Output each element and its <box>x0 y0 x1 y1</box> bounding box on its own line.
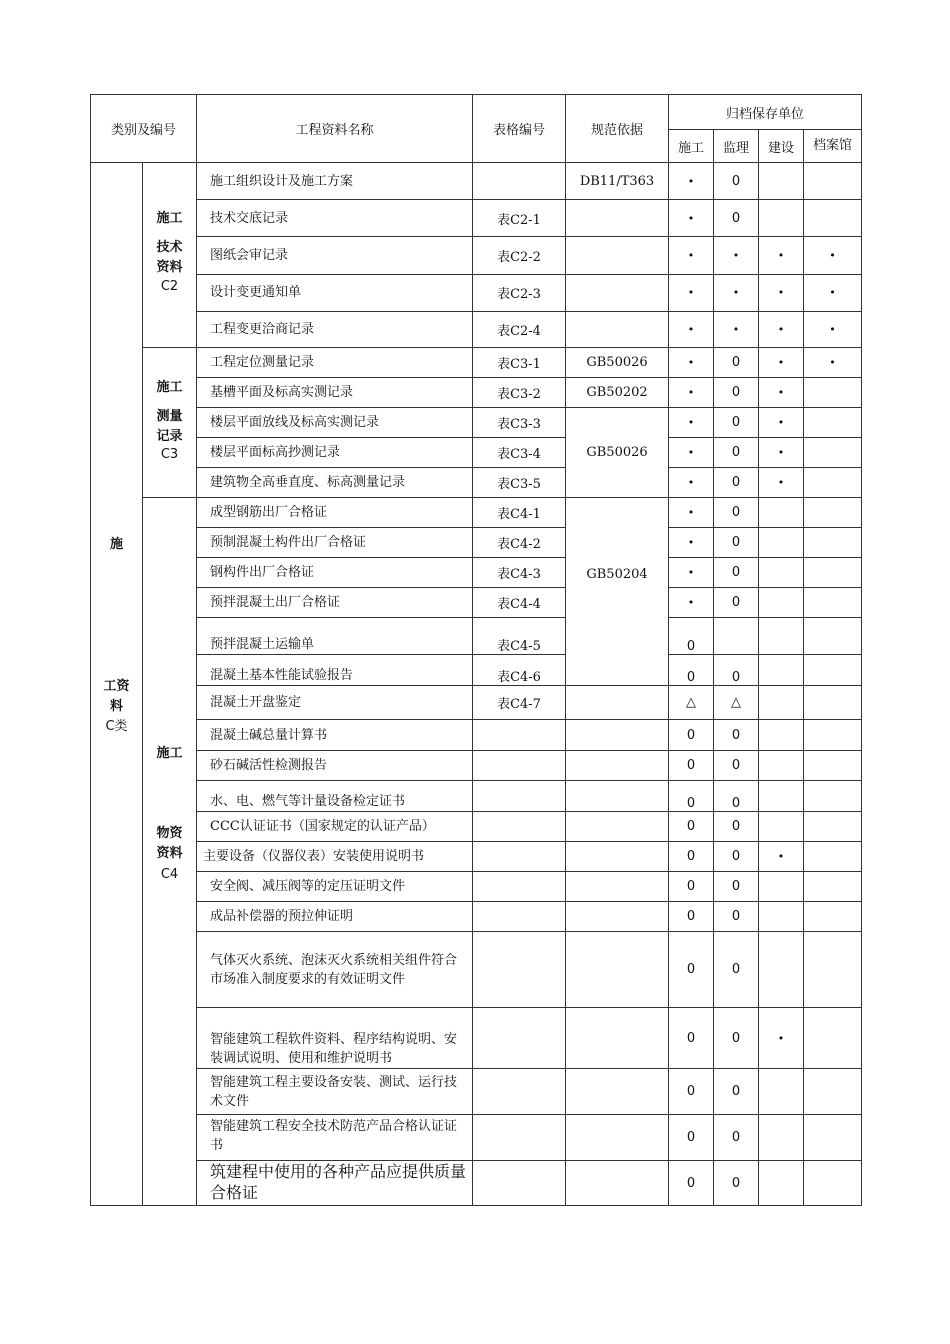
spec-cell <box>566 237 669 274</box>
spec-cell: GB50204 <box>566 498 669 686</box>
mark-supervision: 0 <box>714 1161 759 1206</box>
mark-owner <box>759 1161 804 1206</box>
form-code: 表C4-2 <box>473 528 566 558</box>
item-name: 成型钢筋出厂合格证 <box>197 498 473 528</box>
form-code: 表C2-1 <box>473 200 566 237</box>
mark-supervision: 0 <box>714 528 759 558</box>
form-code: 表C4-3 <box>473 558 566 588</box>
mark-owner <box>759 498 804 528</box>
mark-archive <box>804 558 862 588</box>
item-name: CCC认证证书（国家规定的认证产品） <box>197 812 473 842</box>
mark-owner: • <box>759 468 804 498</box>
mark-supervision: 0 <box>714 842 759 872</box>
category-label: 工资 <box>103 679 130 694</box>
spec-cell <box>566 311 669 347</box>
item-name: 基槽平面及标高实测记录 <box>197 378 473 408</box>
mark-construction: 0 <box>669 842 714 872</box>
table-row <box>91 558 862 588</box>
mark-construction: • <box>669 378 714 408</box>
mark-owner: • <box>759 348 804 378</box>
mark-supervision: 0 <box>714 1008 759 1069</box>
item-name: 钢构件出厂合格证 <box>197 558 473 588</box>
table-row <box>91 438 862 468</box>
mark-construction: 0 <box>669 812 714 842</box>
table-row <box>91 932 862 1008</box>
spec-cell <box>566 1161 669 1206</box>
mark-supervision: 0 <box>714 812 759 842</box>
form-code: 表C3-5 <box>473 468 566 498</box>
mark-archive: • <box>804 237 862 274</box>
mark-archive <box>804 498 862 528</box>
form-code <box>473 902 566 932</box>
mark-construction: • <box>669 558 714 588</box>
table-row <box>91 842 862 872</box>
mark-construction: • <box>669 163 714 200</box>
mark-owner: • <box>759 408 804 438</box>
mark-construction: 0 <box>669 618 714 655</box>
mark-owner <box>759 812 804 842</box>
header-col-supervision: 监理 <box>714 130 759 163</box>
mark-construction: 0 <box>669 1069 714 1115</box>
mark-supervision: 0 <box>714 163 759 200</box>
mark-archive <box>804 720 862 751</box>
spec-cell: DB11/T363 <box>566 163 669 200</box>
mark-archive <box>804 655 862 686</box>
mark-owner <box>759 1069 804 1115</box>
spec-cell: GB50202 <box>566 378 669 408</box>
table-row <box>91 498 862 528</box>
mark-owner <box>759 872 804 902</box>
mark-owner <box>759 588 804 618</box>
mark-supervision: △ <box>714 686 759 720</box>
mark-archive <box>804 686 862 720</box>
spec-cell <box>566 902 669 932</box>
item-name: 预制混凝土构件出厂合格证 <box>197 528 473 558</box>
form-code: 表C3-1 <box>473 348 566 378</box>
form-code <box>473 1069 566 1115</box>
spec-cell <box>566 200 669 237</box>
form-code: 表C4-6 <box>473 655 566 686</box>
mark-supervision: 0 <box>714 781 759 812</box>
mark-supervision: 0 <box>714 932 759 1008</box>
form-code: 表C2-4 <box>473 311 566 347</box>
mark-archive <box>804 163 862 200</box>
mark-supervision: 0 <box>714 408 759 438</box>
form-code <box>473 781 566 812</box>
group-title: 测量 <box>156 409 183 424</box>
mark-archive <box>804 618 862 655</box>
mark-construction: • <box>669 200 714 237</box>
spec-cell <box>566 1115 669 1161</box>
mark-owner: • <box>759 274 804 311</box>
group-title: 资料 <box>156 846 183 861</box>
mark-archive <box>804 200 862 237</box>
mark-construction: • <box>669 311 714 347</box>
mark-construction: 0 <box>669 720 714 751</box>
item-name: 混凝土开盘鉴定 <box>197 686 473 720</box>
spec-cell <box>566 872 669 902</box>
form-code: 表C4-1 <box>473 498 566 528</box>
item-name: 技术交底记录 <box>197 200 473 237</box>
mark-owner <box>759 751 804 781</box>
form-code <box>473 842 566 872</box>
table-row <box>91 655 862 686</box>
item-name: 砂石碱活性检测报告 <box>197 751 473 781</box>
mark-owner: • <box>759 311 804 347</box>
spec-cell <box>566 1069 669 1115</box>
table-row <box>91 686 862 720</box>
mark-construction: 0 <box>669 932 714 1008</box>
mark-owner: • <box>759 378 804 408</box>
mark-owner <box>759 200 804 237</box>
table-row <box>91 618 862 655</box>
mark-construction: • <box>669 468 714 498</box>
mark-owner <box>759 686 804 720</box>
form-code: 表C3-4 <box>473 438 566 468</box>
header-form: 表格编号 <box>473 95 566 163</box>
item-name: 建筑物全高垂直度、标高测量记录 <box>197 468 473 498</box>
form-code: 表C2-3 <box>473 274 566 311</box>
group-title: 记录 <box>156 429 183 444</box>
mark-archive <box>804 438 862 468</box>
table-row <box>91 1069 862 1115</box>
mark-owner <box>759 655 804 686</box>
item-name: 设计变更通知单 <box>197 274 473 311</box>
mark-archive <box>804 408 862 438</box>
mark-owner <box>759 618 804 655</box>
mark-owner <box>759 720 804 751</box>
mark-supervision: • <box>714 274 759 311</box>
table-row <box>91 1008 862 1069</box>
spec-cell <box>566 781 669 812</box>
mark-supervision: 0 <box>714 200 759 237</box>
mark-archive <box>804 1161 862 1206</box>
item-name: 施工组织设计及施工方案 <box>197 163 473 200</box>
item-name: 楼层平面放线及标高实测记录 <box>197 408 473 438</box>
category-label: 施 <box>109 537 123 552</box>
mark-construction: 0 <box>669 1008 714 1069</box>
table-row <box>91 872 862 902</box>
item-name: 预拌混凝土运输单 <box>197 618 473 655</box>
mark-supervision: 0 <box>714 1069 759 1115</box>
table-row <box>91 408 862 438</box>
mark-construction: 0 <box>669 902 714 932</box>
form-code: 表C4-7 <box>473 686 566 720</box>
table-row <box>91 200 862 237</box>
mark-supervision: 0 <box>714 348 759 378</box>
archive-table <box>90 94 862 1206</box>
form-code <box>473 163 566 200</box>
mark-archive <box>804 781 862 812</box>
header-name: 工程资料名称 <box>197 95 473 163</box>
form-code <box>473 872 566 902</box>
mark-construction: • <box>669 528 714 558</box>
mark-construction: • <box>669 588 714 618</box>
mark-supervision: 0 <box>714 902 759 932</box>
item-name: 安全阀、减压阀等的定压证明文件 <box>197 872 473 902</box>
mark-owner <box>759 902 804 932</box>
table-row <box>91 378 862 408</box>
mark-archive <box>804 812 862 842</box>
group-title: 物资 <box>156 826 183 841</box>
header-col-construction: 施工 <box>669 130 714 163</box>
item-name: 混凝土碱总量计算书 <box>197 720 473 751</box>
mark-archive <box>804 842 862 872</box>
table-row <box>91 812 862 842</box>
mark-owner: • <box>759 237 804 274</box>
mark-owner <box>759 528 804 558</box>
form-code <box>473 720 566 751</box>
spec-cell <box>566 751 669 781</box>
category-label: 料 <box>109 699 123 714</box>
mark-supervision: • <box>714 311 759 347</box>
group-title: 技术 <box>156 240 183 255</box>
form-code <box>473 1115 566 1161</box>
header-category: 类别及编号 <box>91 95 197 163</box>
item-name: 水、电、燃气等计量设备检定证书 <box>197 781 473 812</box>
table-row <box>91 1161 862 1206</box>
item-name: 工程变更洽商记录 <box>197 311 473 347</box>
spec-cell: GB50026 <box>566 348 669 378</box>
table-row <box>91 528 862 558</box>
table-row <box>91 311 862 347</box>
mark-archive <box>804 528 862 558</box>
form-code <box>473 751 566 781</box>
group-title: 施工 <box>156 380 183 395</box>
mark-construction: 0 <box>669 655 714 686</box>
mark-owner <box>759 558 804 588</box>
table-row <box>91 1115 862 1161</box>
mark-archive <box>804 1008 862 1069</box>
mark-owner <box>759 163 804 200</box>
mark-supervision: 0 <box>714 1115 759 1161</box>
mark-archive <box>804 1115 862 1161</box>
mark-archive: • <box>804 311 862 347</box>
mark-owner: • <box>759 438 804 468</box>
mark-archive <box>804 588 862 618</box>
group-code: C2 <box>160 279 179 294</box>
mark-archive <box>804 468 862 498</box>
item-name: 楼层平面标高抄测记录 <box>197 438 473 468</box>
form-code <box>473 812 566 842</box>
mark-construction: • <box>669 237 714 274</box>
item-name: 主要设备（仪器仪表）安装使用说明书 <box>197 842 473 872</box>
item-name: 预拌混凝土出厂合格证 <box>197 588 473 618</box>
item-name: 工程定位测量记录 <box>197 348 473 378</box>
form-code <box>473 1161 566 1206</box>
spec-cell <box>566 812 669 842</box>
table-row <box>91 720 862 751</box>
group-cell <box>143 498 197 1206</box>
item-name: 智能建筑工程主要设备安装、测试、运行技术文件 <box>197 1069 473 1115</box>
mark-supervision: 0 <box>714 720 759 751</box>
category-cell <box>91 163 143 1206</box>
group-cell <box>143 163 197 348</box>
mark-owner <box>759 781 804 812</box>
spec-cell <box>566 686 669 720</box>
spec-cell <box>566 274 669 311</box>
item-name: 成品补偿器的预拉伸证明 <box>197 902 473 932</box>
group-title: 施工 <box>156 746 183 761</box>
mark-archive <box>804 902 862 932</box>
mark-archive <box>804 751 862 781</box>
mark-owner: • <box>759 842 804 872</box>
mark-supervision: 0 <box>714 438 759 468</box>
group-code: C3 <box>160 447 179 462</box>
mark-archive <box>804 932 862 1008</box>
header-col-owner: 建设 <box>759 130 804 163</box>
table-row <box>91 348 862 378</box>
form-code <box>473 1008 566 1069</box>
mark-supervision: 0 <box>714 751 759 781</box>
item-name: 智能建筑工程软件资料、程序结构说明、安装调试说明、使用和维护说明书 <box>197 1008 473 1069</box>
mark-archive <box>804 1069 862 1115</box>
group-title: 施工 <box>156 211 183 226</box>
item-name: 智能建筑工程安全技术防范产品合格认证证书 <box>197 1115 473 1161</box>
item-name: 气体灭火系统、泡沫灭火系统相关组件符合市场准入制度要求的有效证明文件 <box>197 932 473 1008</box>
form-code: 表C3-2 <box>473 378 566 408</box>
spec-cell: GB50026 <box>566 408 669 498</box>
spec-cell <box>566 842 669 872</box>
group-cell <box>143 348 197 498</box>
header-archive: 归档保存单位 <box>669 95 862 130</box>
mark-archive <box>804 378 862 408</box>
spec-cell <box>566 1008 669 1069</box>
mark-construction: • <box>669 348 714 378</box>
mark-archive: • <box>804 274 862 311</box>
table-row <box>91 163 862 200</box>
mark-construction: • <box>669 498 714 528</box>
group-code: C4 <box>160 867 179 882</box>
table-row <box>91 468 862 498</box>
table-row <box>91 781 862 812</box>
form-code: 表C3-3 <box>473 408 566 438</box>
form-code: 表C4-5 <box>473 618 566 655</box>
mark-supervision: 0 <box>714 655 759 686</box>
group-title: 资料 <box>156 260 183 275</box>
mark-construction: 0 <box>669 751 714 781</box>
table-row <box>91 902 862 932</box>
mark-construction: 0 <box>669 781 714 812</box>
mark-construction: △ <box>669 686 714 720</box>
mark-construction: 0 <box>669 872 714 902</box>
mark-supervision: • <box>714 237 759 274</box>
mark-archive: • <box>804 348 862 378</box>
mark-construction: • <box>669 274 714 311</box>
mark-supervision: 0 <box>714 498 759 528</box>
mark-supervision: 0 <box>714 378 759 408</box>
mark-construction: 0 <box>669 1115 714 1161</box>
mark-supervision: 0 <box>714 872 759 902</box>
mark-supervision: 0 <box>714 468 759 498</box>
mark-construction: • <box>669 438 714 468</box>
item-name: 混凝土基本性能试验报告 <box>197 655 473 686</box>
spec-cell <box>566 932 669 1008</box>
header-col-archive: 档案馆 <box>804 130 862 163</box>
mark-construction: • <box>669 408 714 438</box>
table-row <box>91 237 862 274</box>
form-code <box>473 932 566 1008</box>
mark-supervision: 0 <box>714 558 759 588</box>
mark-owner <box>759 932 804 1008</box>
spec-cell <box>566 720 669 751</box>
mark-owner <box>759 1115 804 1161</box>
header-spec: 规范依据 <box>566 95 669 163</box>
item-name: 筑建程中使用的各种产品应提供质量合格证 <box>197 1161 473 1206</box>
mark-owner: • <box>759 1008 804 1069</box>
mark-supervision: 0 <box>714 588 759 618</box>
table-row <box>91 274 862 311</box>
item-name: 图纸会审记录 <box>197 237 473 274</box>
form-code: 表C2-2 <box>473 237 566 274</box>
mark-supervision <box>714 618 759 655</box>
form-code: 表C4-4 <box>473 588 566 618</box>
category-code: C类 <box>105 719 128 734</box>
mark-archive <box>804 872 862 902</box>
mark-construction: 0 <box>669 1161 714 1206</box>
table-row <box>91 588 862 618</box>
table-row <box>91 751 862 781</box>
